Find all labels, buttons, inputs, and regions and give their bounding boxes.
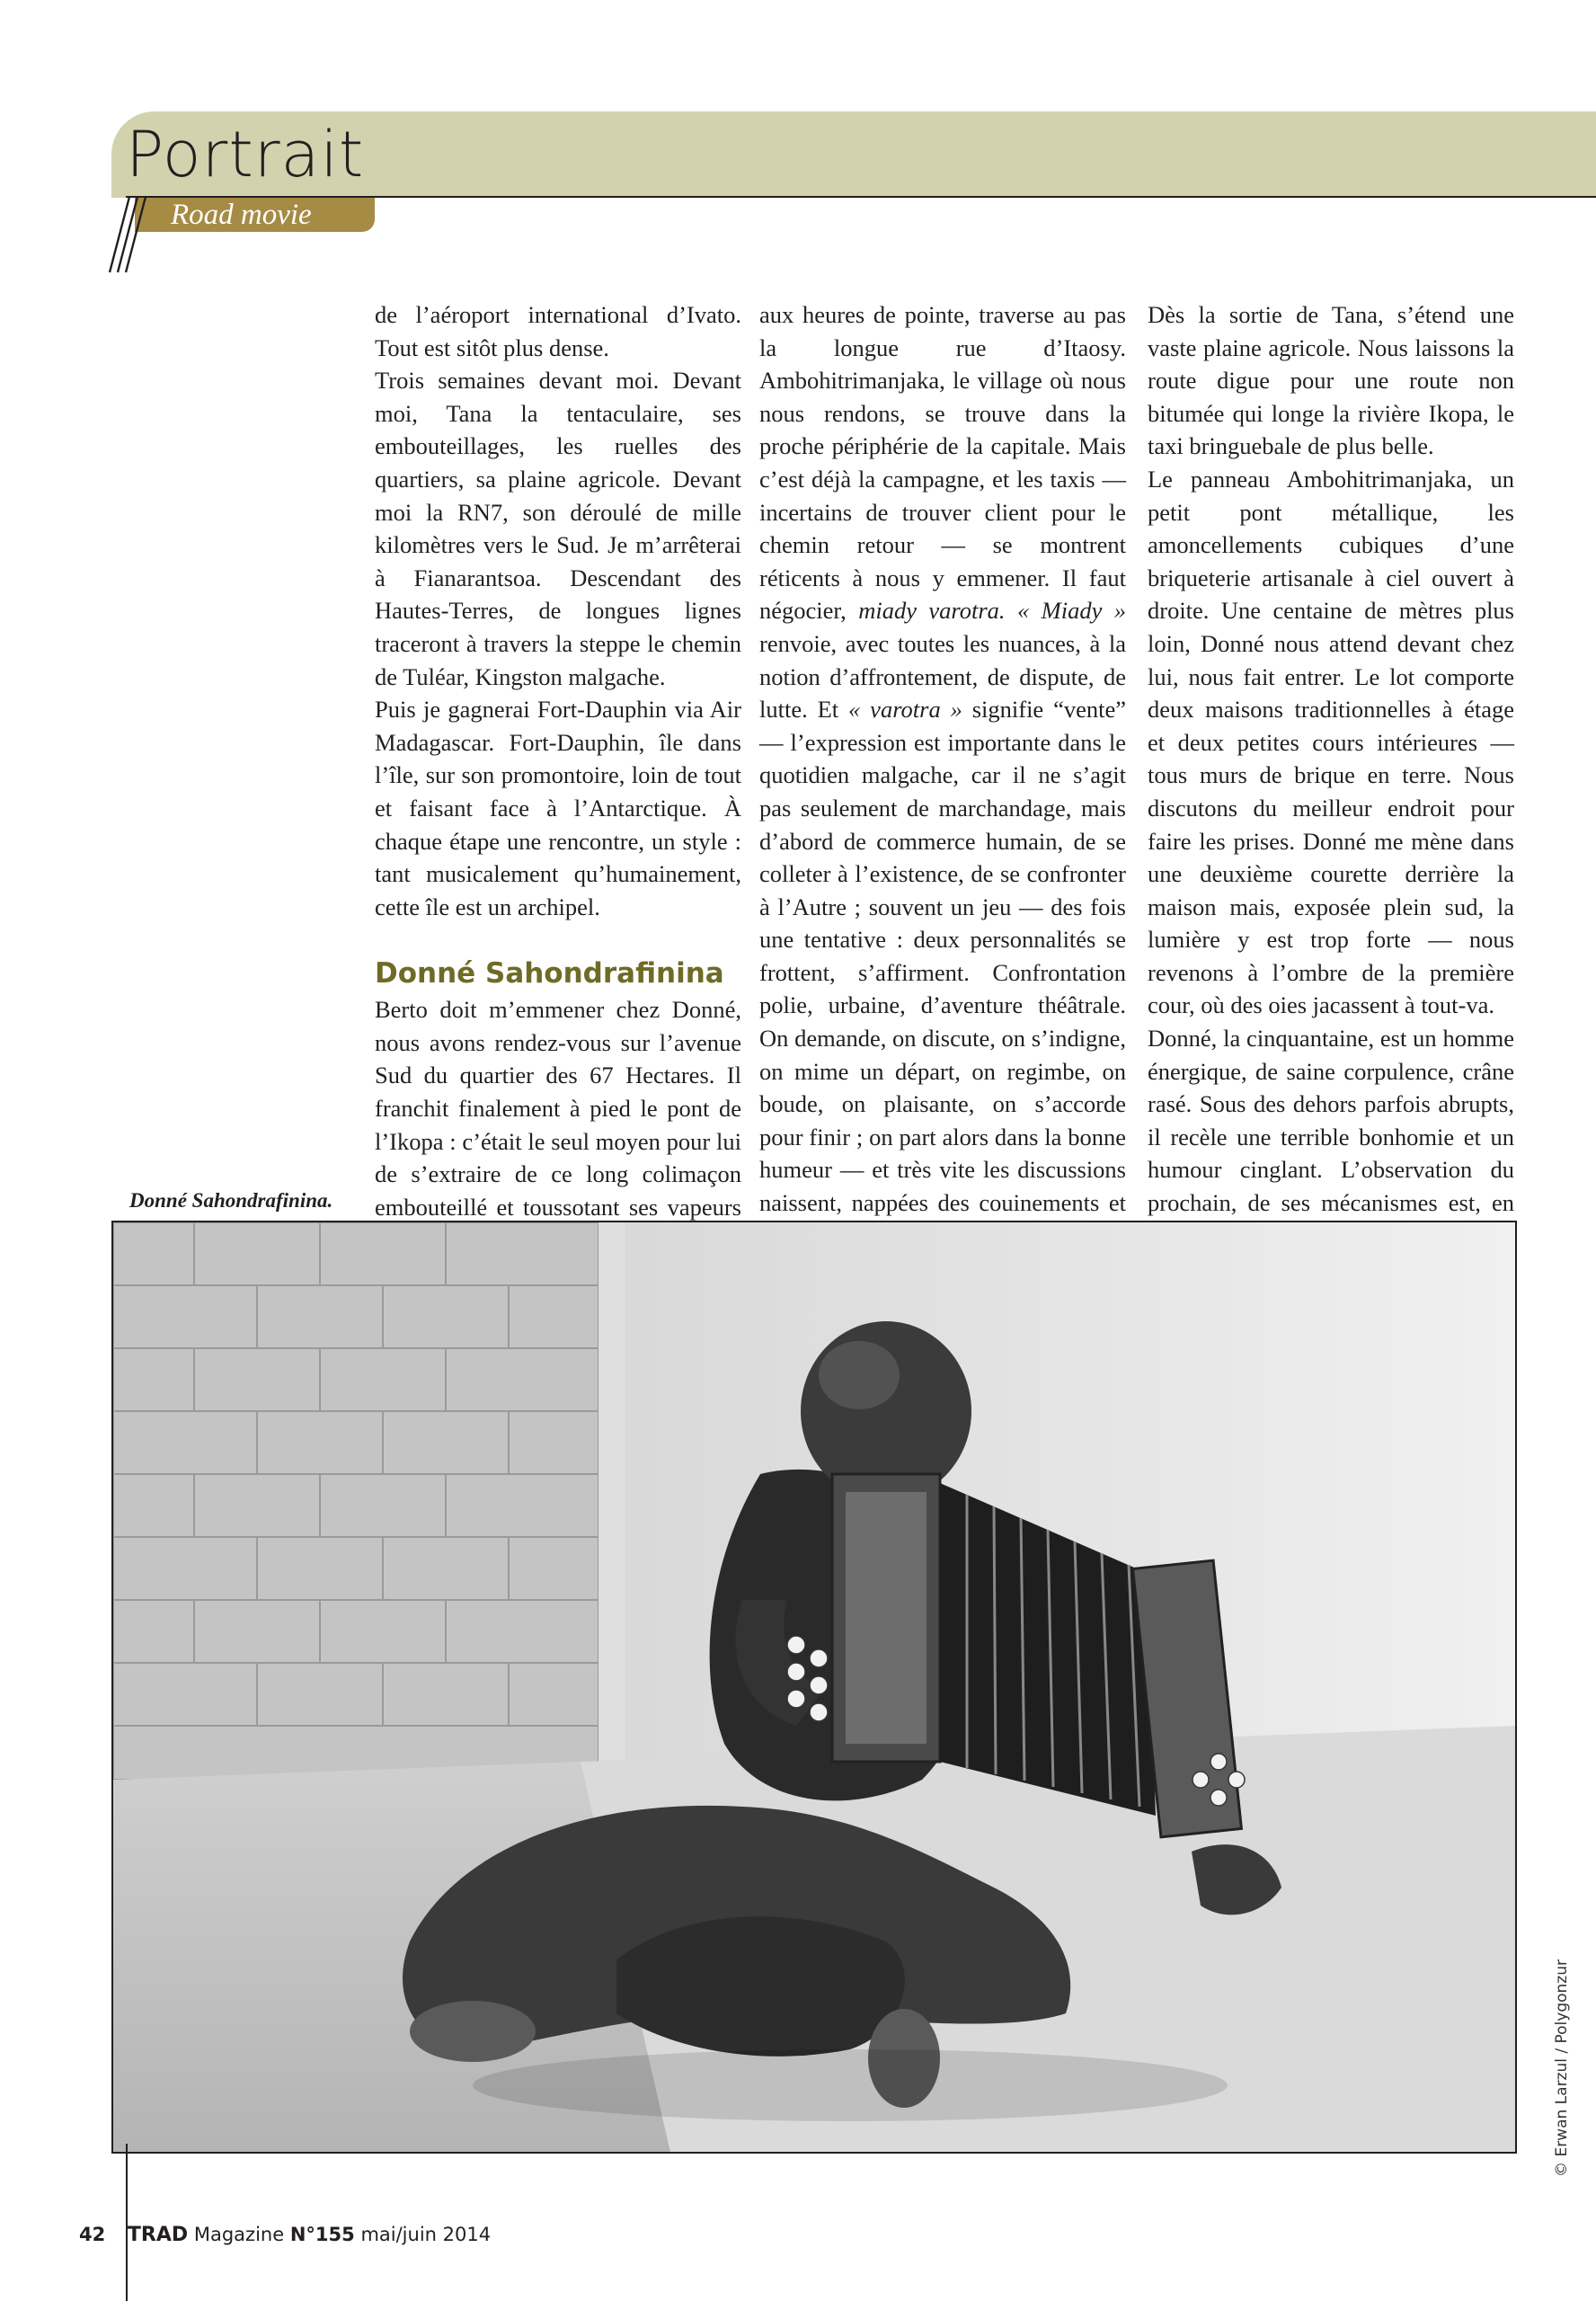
subheading: Donné Sahondrafinina (375, 957, 724, 991)
slash-ornament-icon (106, 193, 151, 276)
paragraph: Puis je gagnerai Fort-Dauphin via Air Madagascar. Fort-Dauphin, île dans l’île, sur son promontoire, loin de tout et faisant face à l’Antarctique. À chaque étape une rencontre, un style : tant musicalement qu’humainement, cette île est un archipel. (375, 696, 741, 920)
magazine-brand: TRAD (127, 2224, 189, 2246)
issue-date: mai/juin 2014 (360, 2224, 492, 2245)
spacer (375, 923, 741, 955)
paragraph: Berto doit m’emmener chez Donné, nous avons rendez-vous sur l’avenue Sud du quartier des 67 Hectares. Il franchit finalement à pied le pont de l’Ikopa : c’était le seul moyen pour lui de s’extraire de ce long colimaçon embouteillé et toussotant ses vapeurs (375, 996, 741, 1221)
magazine-word: Magazine (193, 2224, 285, 2245)
article-column-1 (375, 298, 741, 1257)
article-column-2 (759, 298, 1126, 1285)
text-run: signifie “vente” — l’expression est importante dans le quotidien malgache, car il ne s’agit pas seulement de marchandage, mais d’abord de commerce humain, de se colleter à l’existence, de se confronter à l’Autre ; souvent un jeu — des fois une tentative : deux personnalités se frottent, s’affirment. Confrontation polie, urbaine, d’aventure théâtrale. On demande, on discute, on s’indigne, on mime un départ, on regimbe, on boude, on plaisante, on s’accorde pour finir ; on part alors dans la bonne humeur — et très vite les discussions naissent, nappées des couinements et (759, 696, 1126, 1217)
photo-accordion-player (111, 1221, 1517, 2154)
section-title: Portrait (126, 118, 365, 191)
issue-number: N°155 (289, 2224, 355, 2245)
paragraph (759, 298, 1126, 1285)
paragraph: Donné, la cinquantaine, est un homme énergique, de saine corpulence, crâne rasé. Sous des dehors parfois abrupts, il recèle une terrible bonhomie et un humour cinglant. L’observation du prochain, de ses mécanismes est, en (1148, 1025, 1514, 1217)
text-run: aux heures de pointe, traverse au pas la longue rue d’Itaosy. Ambohitrimanjaka, le village où nous nous rendons, se trouve dans la proche périphérie de la capitale. Mais c’est déjà la campagne, et les taxis — incertains de trouver client pour le chemin retour — se montrent réticents à nous y emmener. Il faut négocier, (759, 301, 1126, 625)
italic-term: miady varotra. « Miady » (858, 597, 1126, 625)
photo-illustration (113, 1222, 1515, 2152)
paragraph: de l’aéroport international d’Ivato. Tout est sitôt plus dense. (375, 301, 741, 361)
page-footer (79, 2222, 491, 2248)
paragraph: Dès la sortie de Tana, s’étend une vaste plaine agricole. Nous laissons la route digue pour une route non bitumée qui longe la rivière Ikopa, le taxi bringuebale de plus belle. (1148, 301, 1514, 460)
text-run: renvoie, avec toutes les nuances, à la notion d’affrontement, de dispute, de lutte. Et (759, 629, 1126, 724)
article-column-3 (1148, 298, 1514, 1252)
subsection-label: Road movie (171, 199, 312, 231)
paragraph: Trois semaines devant moi. Devant moi, Tana la tentaculaire, ses embouteillages, les ruelles des quartiers, sa plaine agricole. Devant moi la RN7, son déroulé de mille kilomètres vers le Sud. Je m’arrêterai à Fianarantsoa. Descendant des Hautes-Terres, de longues lignes traceront à travers la steppe le chemin de Tuléar, Kingston malgache. (375, 367, 741, 690)
italic-term: « varotra » (848, 696, 962, 724)
page-number: 42 (79, 2224, 106, 2245)
paragraph: Le panneau Ambohitrimanjaka, un petit pont métallique, les amoncellements cubiques d’une briqueterie artisanale à ciel ouvert à droite. Une centaine de mètres plus loin, Donné nous attend devant chez lui, nous fait entrer. Le lot comporte deux maisons traditionnelles à étage et deux petites cours intérieures — tous murs de brique en terre. Nous discutons du meilleur endroit pour faire les prises. Donné me mène dans une deuxième courette derrière la maison mais, exposée plein sud, la lumière y est trop forte — nous revenons à l’ombre de la première cour, où des oies jacassent à tout-va. (1148, 465, 1514, 1019)
photo-caption: Donné Sahondrafinina. (129, 1189, 333, 1212)
photo-credit: © Erwan Larzul / Polygonzur (1553, 1959, 1571, 2177)
brick-wall (113, 1222, 598, 1780)
